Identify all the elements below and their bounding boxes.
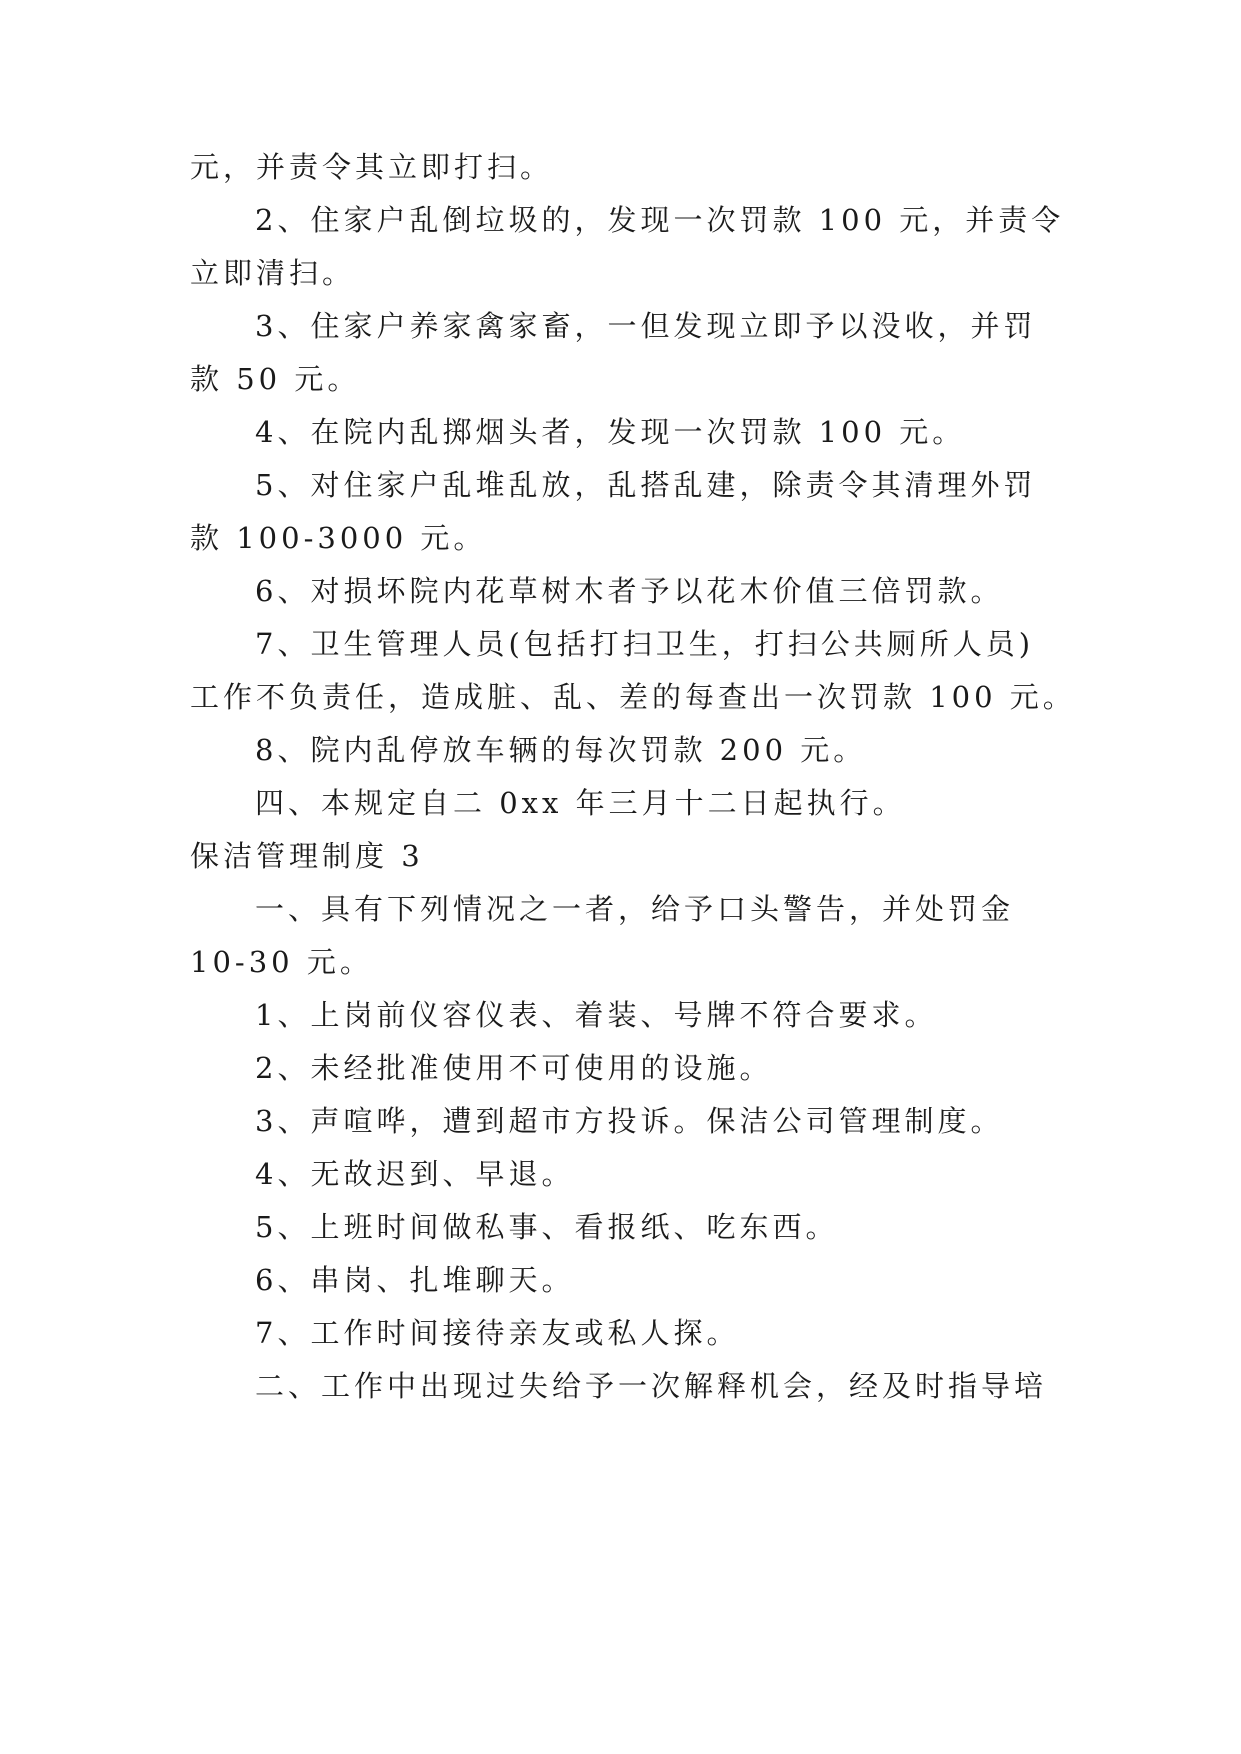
- text-line: 款 50 元。: [190, 362, 361, 396]
- text-line: 4、无故迟到、早退。: [255, 1157, 575, 1191]
- text-line: 6、对损坏院内花草树木者予以花木价值三倍罚款。: [255, 574, 1004, 608]
- text-line: 4、在院内乱掷烟头者，发现一次罚款 100 元。: [255, 415, 966, 449]
- text-line: 7、卫生管理人员(包括打扫卫生，打扫公共厕所人员): [255, 627, 1035, 661]
- text-line: 5、上班时间做私事、看报纸、吃东西。: [255, 1210, 839, 1244]
- text-line: 3、住家户养家禽家畜，一但发现立即予以没收，并罚: [255, 309, 1037, 343]
- text-line: 8、院内乱停放车辆的每次罚款 200 元。: [255, 733, 867, 767]
- text-line: 一、具有下列情况之一者，给予口头警告，并处罚金: [255, 892, 1015, 926]
- section-heading: 保洁管理制度 3: [190, 839, 424, 873]
- text-line: 1、上岗前仪容仪表、着装、号牌不符合要求。: [255, 998, 938, 1032]
- text-line: 6、串岗、扎堆聊天。: [255, 1263, 575, 1297]
- text-line: 工作不负责任，造成脏、乱、差的每查出一次罚款 100 元。: [190, 680, 1076, 714]
- text-line: 7、工作时间接待亲友或私人探。: [255, 1316, 740, 1350]
- text-line: 5、对住家户乱堆乱放，乱搭乱建，除责令其清理外罚: [255, 468, 1037, 502]
- text-line: 款 100-3000 元。: [190, 521, 487, 555]
- text-line: 立即清扫。: [190, 256, 356, 290]
- text-line: 3、声喧哗，遭到超市方投诉。保洁公司管理制度。: [255, 1104, 1004, 1138]
- text-line: 2、住家户乱倒垃圾的，发现一次罚款 100 元，并责令: [255, 203, 1065, 237]
- text-line: 元，并责令其立即打扫。: [190, 150, 554, 184]
- text-line: 10-30 元。: [190, 945, 373, 979]
- text-line: 四、本规定自二 0xx 年三月十二日起执行。: [255, 786, 906, 820]
- text-line: 二、工作中出现过失给予一次解释机会，经及时指导培: [255, 1369, 1048, 1403]
- text-line: 2、未经批准使用不可使用的设施。: [255, 1051, 773, 1085]
